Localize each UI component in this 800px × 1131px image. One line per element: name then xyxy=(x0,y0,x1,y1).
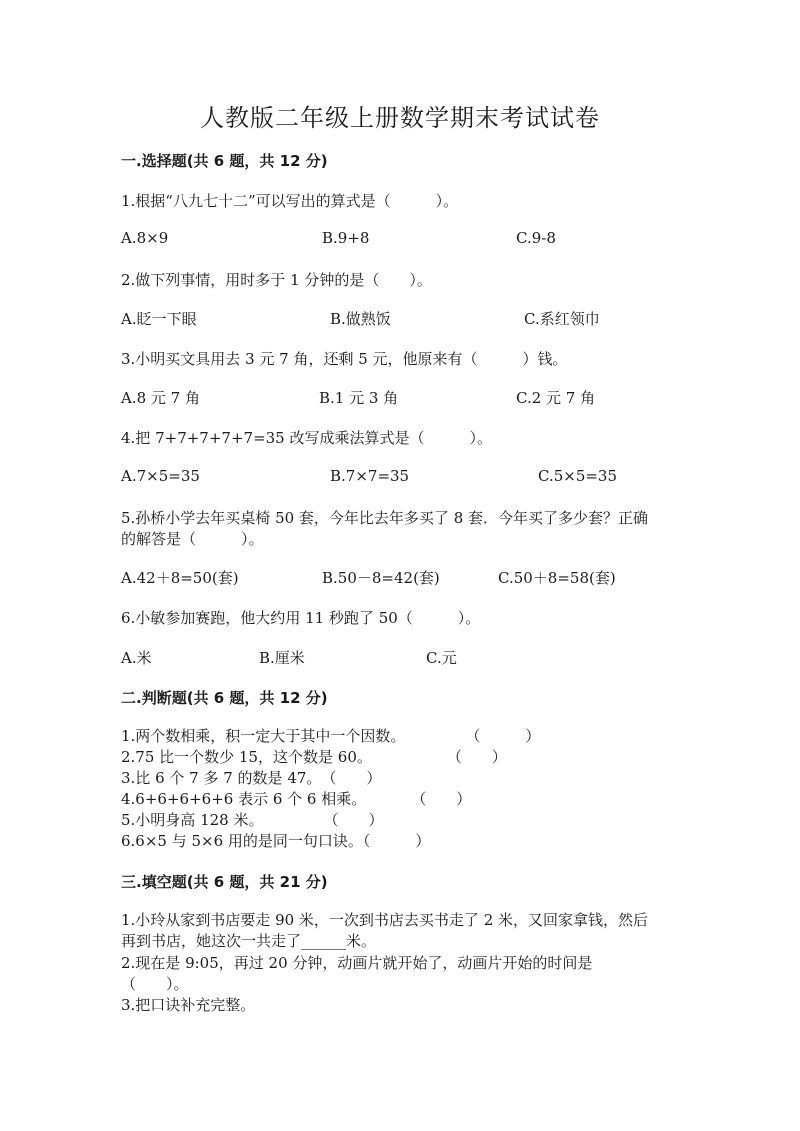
option-c: C.5×5=35 xyxy=(538,467,618,485)
option-c: C.50＋8=58(套) xyxy=(498,569,616,587)
judgment-item: 3.比 6 个 7 多 7 的数是 47。 （ ） xyxy=(121,769,382,787)
section-heading-choice: 一.选择题(共 6 题，共 12 分) xyxy=(121,152,328,170)
question-text: 5.孙桥小学去年买桌椅 50 套，今年比去年多买了 8 套．今年买了多少套？正确 xyxy=(121,509,649,527)
question-text: 1.根据“八九七十二”可以写出的算式是（ ）。 xyxy=(121,192,459,210)
judgment-item: 4.6+6+6+6+6 表示 6 个 6 相乘。 （ ） xyxy=(121,790,472,808)
question-text: 2.做下列事情，用时多于 1 分钟的是（ ）。 xyxy=(121,271,432,289)
option-b: B.9+8 xyxy=(322,229,370,247)
question-text-continued: 的解答是（ ）。 xyxy=(121,530,264,548)
option-b: B.50－8=42(套) xyxy=(322,569,440,587)
option-a: A.42＋8=50(套) xyxy=(121,569,239,587)
section-heading-judgment: 二.判断题(共 6 题，共 12 分) xyxy=(121,689,328,707)
option-c: C.9-8 xyxy=(516,229,556,247)
option-b: B.7×7=35 xyxy=(330,467,410,485)
judgment-item: 1.两个数相乘，积一定大于其中一个因数。 （ ） xyxy=(121,727,541,745)
option-c: C.2 元 7 角 xyxy=(516,389,596,407)
judgment-item: 2.75 比一个数少 15，这个数是 60。 （ ） xyxy=(121,748,507,766)
option-b: B.厘米 xyxy=(259,649,305,667)
option-a: A.米 xyxy=(121,649,152,667)
option-a: A.7×5=35 xyxy=(121,467,200,485)
option-a: A.眨一下眼 xyxy=(121,310,197,328)
fill-item: 3.把口诀补充完整。 xyxy=(121,996,256,1014)
option-c: C.系红领巾 xyxy=(524,310,600,328)
option-c: C.元 xyxy=(426,649,457,667)
section-heading-fill-blank: 三.填空题(共 6 题，共 21 分) xyxy=(121,873,328,891)
question-text: 6.小敏参加赛跑，他大约用 11 秒跑了 50（ ）。 xyxy=(121,609,481,627)
fill-item-continued: （ ）。 xyxy=(121,975,189,993)
option-b: B.做熟饭 xyxy=(330,310,391,328)
judgment-item: 5.小明身高 128 米。 （ ） xyxy=(121,811,384,829)
option-a: A.8 元 7 角 xyxy=(121,389,200,407)
page-title: 人教版二年级上册数学期末考试试卷 xyxy=(200,104,600,132)
judgment-item: 6.6×5 与 5×6 用的是同一句口诀。（ ） xyxy=(121,832,431,850)
fill-item: 2.现在是 9:05，再过 20 分钟，动画片就开始了，动画片开始的时间是 xyxy=(121,954,593,972)
option-a: A.8×9 xyxy=(121,229,169,247)
question-text: 4.把 7+7+7+7+7=35 改写成乘法算式是（ ）。 xyxy=(121,429,492,447)
fill-item: 1.小玲从家到书店要走 90 米，一次到书店去买书走了 2 米，又回家拿钱，然后 xyxy=(121,911,649,929)
question-text: 3.小明买文具用去 3 元 7 角，还剩 5 元，他原来有（ ）钱。 xyxy=(121,350,568,368)
fill-item-continued: 再到书店，她这次一共走了______米。 xyxy=(121,932,377,950)
option-b: B.1 元 3 角 xyxy=(319,389,399,407)
